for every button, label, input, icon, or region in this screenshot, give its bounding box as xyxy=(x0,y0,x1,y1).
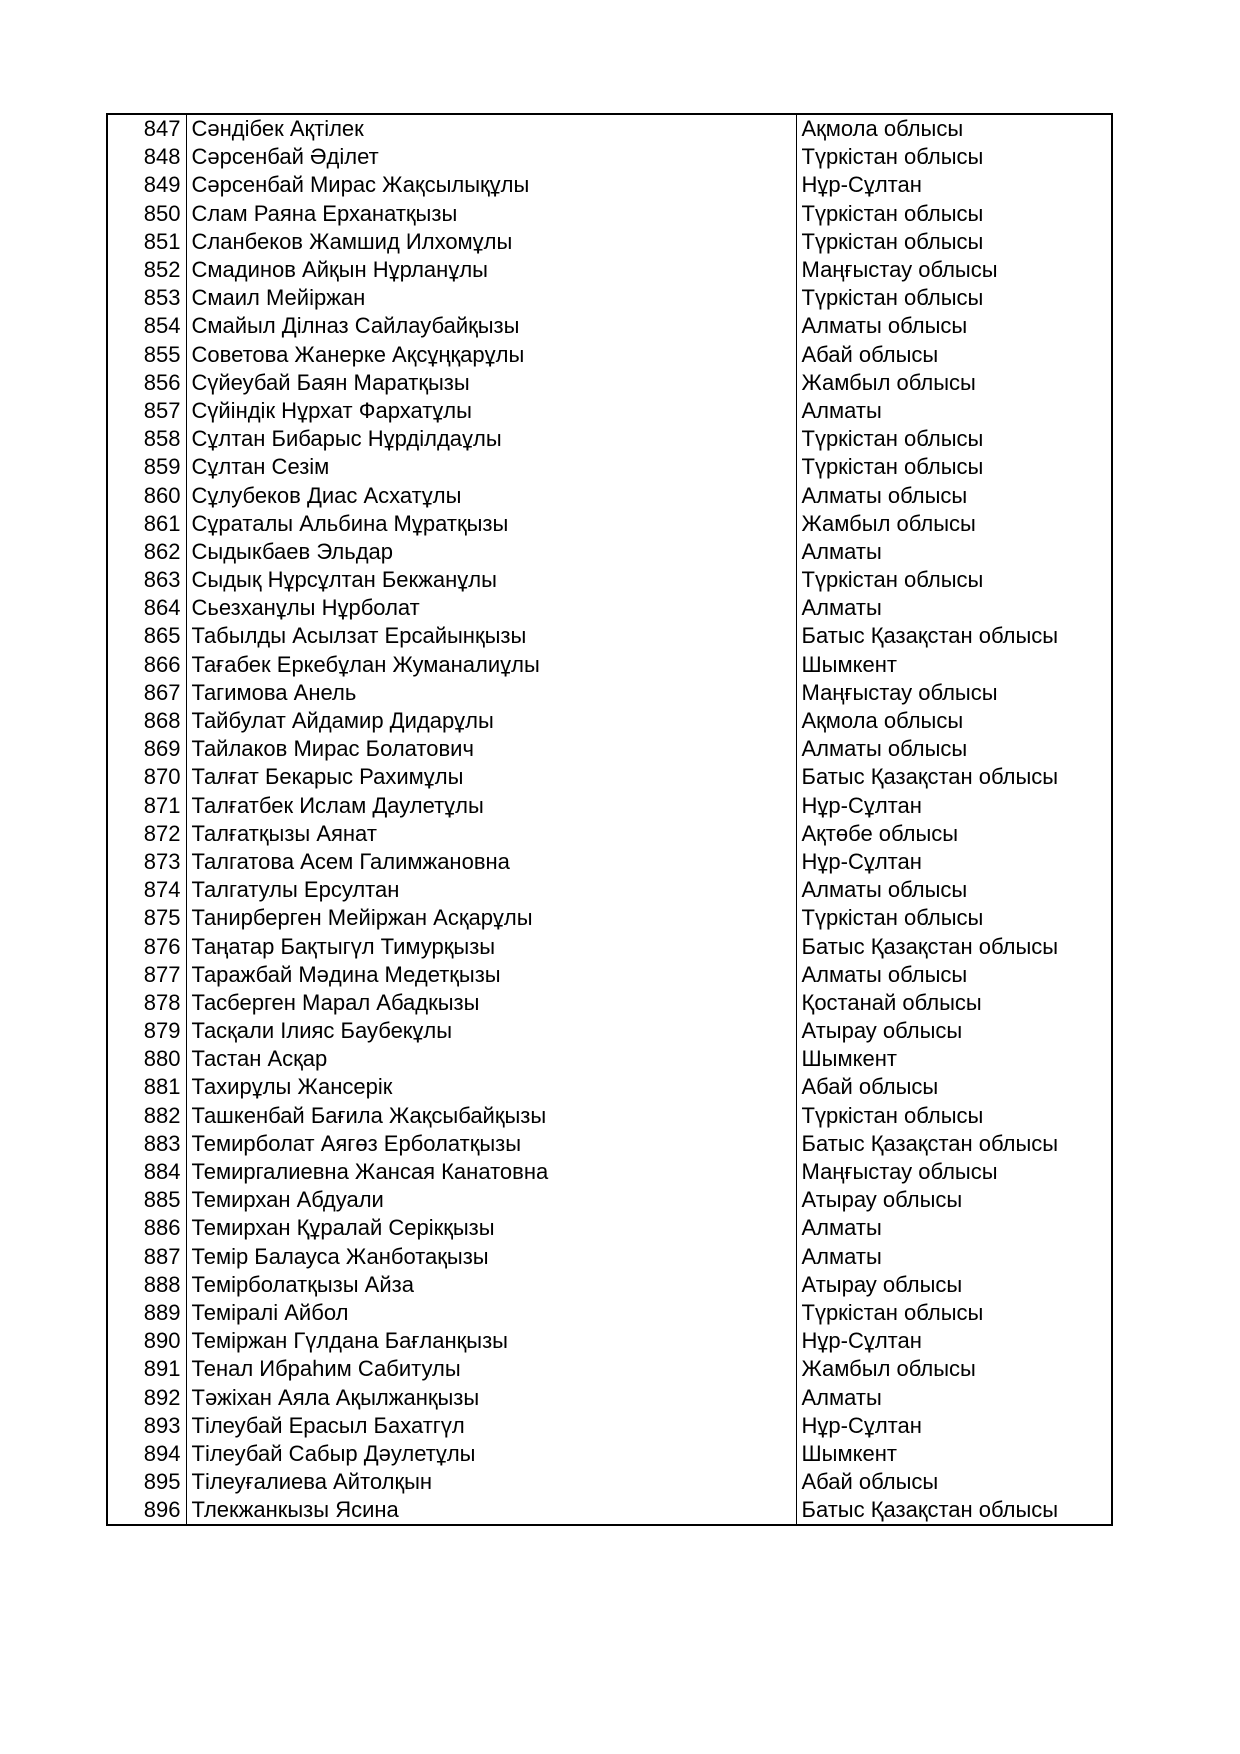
table-row xyxy=(107,1243,1112,1271)
row-number-cell: 853 xyxy=(107,284,186,312)
table-row xyxy=(107,510,1112,538)
full-name-cell: Тасқали Ілияс Баубекұлы xyxy=(186,1017,796,1045)
full-name-cell: Тахирұлы Жансерік xyxy=(186,1073,796,1101)
row-number-cell: 855 xyxy=(107,341,186,369)
row-number-cell: 856 xyxy=(107,369,186,397)
row-number-cell: 892 xyxy=(107,1383,186,1411)
full-name-cell: Сұлтан Сезім xyxy=(186,453,796,481)
table-row xyxy=(107,1383,1112,1411)
region-cell: Нұр-Сұлтан xyxy=(796,171,1112,199)
region-cell: Түркістан облысы xyxy=(796,453,1112,481)
full-name-cell: Смайыл Ділназ Сайлаубайқызы xyxy=(186,312,796,340)
region-cell: Ақмола облысы xyxy=(796,114,1112,143)
table-row xyxy=(107,876,1112,904)
table-row xyxy=(107,397,1112,425)
full-name-cell: Смадинов Айқын Нұрланұлы xyxy=(186,256,796,284)
region-cell: Батыс Қазақстан облысы xyxy=(796,1496,1112,1525)
full-name-cell: Тілеубай Ерасыл Бахатгүл xyxy=(186,1412,796,1440)
region-cell: Шымкент xyxy=(796,1440,1112,1468)
row-number-cell: 877 xyxy=(107,961,186,989)
region-cell: Шымкент xyxy=(796,1045,1112,1073)
region-cell: Алматы xyxy=(796,397,1112,425)
full-name-cell: Теміралі Айбол xyxy=(186,1299,796,1327)
row-number-cell: 874 xyxy=(107,876,186,904)
table-row xyxy=(107,171,1112,199)
full-name-cell: Советова Жанерке Ақсұңқарұлы xyxy=(186,341,796,369)
region-cell: Абай облысы xyxy=(796,1468,1112,1496)
region-cell: Алматы xyxy=(796,1383,1112,1411)
full-name-cell: Слам Раяна Ерханатқызы xyxy=(186,200,796,228)
row-number-cell: 878 xyxy=(107,989,186,1017)
region-cell: Түркістан облысы xyxy=(796,200,1112,228)
table-row xyxy=(107,848,1112,876)
full-name-cell: Сұлтан Бибарыс Нұрділдаұлы xyxy=(186,425,796,453)
row-number-cell: 872 xyxy=(107,820,186,848)
region-cell: Алматы xyxy=(796,1243,1112,1271)
region-cell: Түркістан облысы xyxy=(796,566,1112,594)
table-row xyxy=(107,735,1112,763)
table-row xyxy=(107,114,1112,143)
region-cell: Нұр-Сұлтан xyxy=(796,792,1112,820)
full-name-cell: Таражбай Мәдина Медетқызы xyxy=(186,961,796,989)
table-row xyxy=(107,200,1112,228)
region-cell: Нұр-Сұлтан xyxy=(796,1327,1112,1355)
document-table-wrapper xyxy=(106,113,1111,1526)
region-cell: Батыс Қазақстан облысы xyxy=(796,932,1112,960)
table-row xyxy=(107,566,1112,594)
table-row xyxy=(107,1073,1112,1101)
table-row xyxy=(107,763,1112,791)
row-number-cell: 887 xyxy=(107,1243,186,1271)
table-row xyxy=(107,594,1112,622)
row-number-cell: 870 xyxy=(107,763,186,791)
full-name-cell: Танирберген Мейіржан Асқарұлы xyxy=(186,904,796,932)
full-name-cell: Темиргалиевна Жансая Канатовна xyxy=(186,1158,796,1186)
region-cell: Абай облысы xyxy=(796,341,1112,369)
row-number-cell: 868 xyxy=(107,707,186,735)
table-row xyxy=(107,284,1112,312)
row-number-cell: 890 xyxy=(107,1327,186,1355)
table-row xyxy=(107,651,1112,679)
full-name-cell: Сыдық Нұрсұлтан Бекжанұлы xyxy=(186,566,796,594)
full-name-cell: Тілеубай Сабыр Дәулетұлы xyxy=(186,1440,796,1468)
full-name-cell: Ташкенбай Бағила Жақсыбайқызы xyxy=(186,1102,796,1130)
table-row xyxy=(107,228,1112,256)
full-name-cell: Талгатова Асем Галимжановна xyxy=(186,848,796,876)
table-row xyxy=(107,707,1112,735)
full-name-cell: Сәрсенбай Әділет xyxy=(186,143,796,171)
table-row xyxy=(107,341,1112,369)
row-number-cell: 858 xyxy=(107,425,186,453)
full-name-cell: Сәндібек Ақтілек xyxy=(186,114,796,143)
region-cell: Алматы облысы xyxy=(796,735,1112,763)
table-row xyxy=(107,453,1112,481)
row-number-cell: 852 xyxy=(107,256,186,284)
full-name-cell: Темирхан Құралай Серікқызы xyxy=(186,1214,796,1242)
full-name-cell: Сұраталы Альбина Мұратқызы xyxy=(186,510,796,538)
region-cell: Алматы облысы xyxy=(796,312,1112,340)
table-row xyxy=(107,989,1112,1017)
full-name-cell: Темирболат Аягөз Ерболатқызы xyxy=(186,1130,796,1158)
row-number-cell: 882 xyxy=(107,1102,186,1130)
region-cell: Түркістан облысы xyxy=(796,1299,1112,1327)
region-cell: Батыс Қазақстан облысы xyxy=(796,763,1112,791)
region-cell: Жамбыл облысы xyxy=(796,369,1112,397)
full-name-cell: Смаил Мейіржан xyxy=(186,284,796,312)
row-number-cell: 857 xyxy=(107,397,186,425)
region-cell: Атырау облысы xyxy=(796,1186,1112,1214)
table-row xyxy=(107,1271,1112,1299)
full-name-cell: Талғат Бекарыс Рахимұлы xyxy=(186,763,796,791)
row-number-cell: 896 xyxy=(107,1496,186,1525)
row-number-cell: 860 xyxy=(107,481,186,509)
row-number-cell: 884 xyxy=(107,1158,186,1186)
table-body xyxy=(107,114,1112,1525)
region-cell: Алматы xyxy=(796,538,1112,566)
row-number-cell: 850 xyxy=(107,200,186,228)
table-row xyxy=(107,369,1112,397)
full-name-cell: Сүйеубай Баян Маратқызы xyxy=(186,369,796,397)
table-row xyxy=(107,932,1112,960)
full-name-cell: Сьезханұлы Нұрболат xyxy=(186,594,796,622)
table-row xyxy=(107,679,1112,707)
full-name-cell: Тасберген Марал Абадкызы xyxy=(186,989,796,1017)
full-name-cell: Талғатқызы Аянат xyxy=(186,820,796,848)
table-row xyxy=(107,1017,1112,1045)
full-name-cell: Тагимова Анель xyxy=(186,679,796,707)
table-row xyxy=(107,1327,1112,1355)
row-number-cell: 889 xyxy=(107,1299,186,1327)
table-row xyxy=(107,312,1112,340)
full-name-cell: Сланбеков Жамшид Илхомұлы xyxy=(186,228,796,256)
table-row xyxy=(107,1158,1112,1186)
region-cell: Түркістан облысы xyxy=(796,1102,1112,1130)
row-number-cell: 869 xyxy=(107,735,186,763)
table-row xyxy=(107,820,1112,848)
row-number-cell: 876 xyxy=(107,932,186,960)
row-number-cell: 849 xyxy=(107,171,186,199)
row-number-cell: 875 xyxy=(107,904,186,932)
full-name-cell: Сұлубеков Диас Асхатұлы xyxy=(186,481,796,509)
region-cell: Ақтөбе облысы xyxy=(796,820,1112,848)
row-number-cell: 871 xyxy=(107,792,186,820)
region-cell: Алматы облысы xyxy=(796,481,1112,509)
row-number-cell: 873 xyxy=(107,848,186,876)
region-cell: Маңғыстау облысы xyxy=(796,1158,1112,1186)
row-number-cell: 864 xyxy=(107,594,186,622)
full-name-cell: Талғатбек Ислам Даулетұлы xyxy=(186,792,796,820)
table-row xyxy=(107,1355,1112,1383)
table-row xyxy=(107,622,1112,650)
region-cell: Түркістан облысы xyxy=(796,284,1112,312)
table-row xyxy=(107,256,1112,284)
row-number-cell: 867 xyxy=(107,679,186,707)
region-cell: Түркістан облысы xyxy=(796,228,1112,256)
table-row xyxy=(107,1299,1112,1327)
table-row xyxy=(107,961,1112,989)
region-cell: Жамбыл облысы xyxy=(796,510,1112,538)
region-cell: Ақмола облысы xyxy=(796,707,1112,735)
row-number-cell: 863 xyxy=(107,566,186,594)
row-number-cell: 883 xyxy=(107,1130,186,1158)
region-cell: Шымкент xyxy=(796,651,1112,679)
region-cell: Абай облысы xyxy=(796,1073,1112,1101)
region-cell: Қостанай облысы xyxy=(796,989,1112,1017)
full-name-cell: Тенал Ибраһим Сабитулы xyxy=(186,1355,796,1383)
participants-table xyxy=(106,113,1113,1526)
full-name-cell: Таңатар Бақтыгүл Тимурқызы xyxy=(186,932,796,960)
table-row xyxy=(107,792,1112,820)
region-cell: Маңғыстау облысы xyxy=(796,256,1112,284)
full-name-cell: Сыдыкбаев Эльдар xyxy=(186,538,796,566)
row-number-cell: 862 xyxy=(107,538,186,566)
table-row xyxy=(107,481,1112,509)
table-row xyxy=(107,1186,1112,1214)
row-number-cell: 854 xyxy=(107,312,186,340)
full-name-cell: Тәжіхан Аяла Ақылжанқызы xyxy=(186,1383,796,1411)
table-row xyxy=(107,425,1112,453)
full-name-cell: Темирхан Абдуали xyxy=(186,1186,796,1214)
region-cell: Алматы xyxy=(796,1214,1112,1242)
region-cell: Маңғыстау облысы xyxy=(796,679,1112,707)
row-number-cell: 886 xyxy=(107,1214,186,1242)
row-number-cell: 861 xyxy=(107,510,186,538)
table-row xyxy=(107,1102,1112,1130)
region-cell: Атырау облысы xyxy=(796,1271,1112,1299)
full-name-cell: Теміржан Гүлдана Бағланқызы xyxy=(186,1327,796,1355)
region-cell: Нұр-Сұлтан xyxy=(796,1412,1112,1440)
region-cell: Алматы xyxy=(796,594,1112,622)
region-cell: Батыс Қазақстан облысы xyxy=(796,622,1112,650)
region-cell: Түркістан облысы xyxy=(796,904,1112,932)
region-cell: Атырау облысы xyxy=(796,1017,1112,1045)
full-name-cell: Тлекжанкызы Ясина xyxy=(186,1496,796,1525)
full-name-cell: Сүйіндік Нұрхат Фархатұлы xyxy=(186,397,796,425)
table-row xyxy=(107,1496,1112,1525)
full-name-cell: Табылды Асылзат Ерсайынқызы xyxy=(186,622,796,650)
row-number-cell: 851 xyxy=(107,228,186,256)
region-cell: Батыс Қазақстан облысы xyxy=(796,1130,1112,1158)
full-name-cell: Тағабек Еркебұлан Жуманалиұлы xyxy=(186,651,796,679)
row-number-cell: 859 xyxy=(107,453,186,481)
row-number-cell: 865 xyxy=(107,622,186,650)
region-cell: Түркістан облысы xyxy=(796,143,1112,171)
table-row xyxy=(107,143,1112,171)
region-cell: Түркістан облысы xyxy=(796,425,1112,453)
full-name-cell: Темірболатқызы Айза xyxy=(186,1271,796,1299)
row-number-cell: 880 xyxy=(107,1045,186,1073)
full-name-cell: Талгатулы Ерсултан xyxy=(186,876,796,904)
row-number-cell: 888 xyxy=(107,1271,186,1299)
row-number-cell: 893 xyxy=(107,1412,186,1440)
table-row xyxy=(107,1412,1112,1440)
row-number-cell: 866 xyxy=(107,651,186,679)
full-name-cell: Тастан Асқар xyxy=(186,1045,796,1073)
region-cell: Алматы облысы xyxy=(796,876,1112,904)
row-number-cell: 881 xyxy=(107,1073,186,1101)
row-number-cell: 891 xyxy=(107,1355,186,1383)
region-cell: Нұр-Сұлтан xyxy=(796,848,1112,876)
region-cell: Алматы облысы xyxy=(796,961,1112,989)
full-name-cell: Сәрсенбай Мирас Жақсылықұлы xyxy=(186,171,796,199)
row-number-cell: 848 xyxy=(107,143,186,171)
full-name-cell: Тілеуғалиева Айтолқын xyxy=(186,1468,796,1496)
full-name-cell: Тайбулат Айдамир Дидарұлы xyxy=(186,707,796,735)
table-row xyxy=(107,1468,1112,1496)
full-name-cell: Темір Балауса Жанботақызы xyxy=(186,1243,796,1271)
table-row xyxy=(107,538,1112,566)
full-name-cell: Тайлаков Мирас Болатович xyxy=(186,735,796,763)
table-row xyxy=(107,1045,1112,1073)
row-number-cell: 885 xyxy=(107,1186,186,1214)
row-number-cell: 879 xyxy=(107,1017,186,1045)
table-row xyxy=(107,1440,1112,1468)
row-number-cell: 847 xyxy=(107,114,186,143)
row-number-cell: 894 xyxy=(107,1440,186,1468)
table-row xyxy=(107,1130,1112,1158)
row-number-cell: 895 xyxy=(107,1468,186,1496)
table-row xyxy=(107,1214,1112,1242)
table-row xyxy=(107,904,1112,932)
region-cell: Жамбыл облысы xyxy=(796,1355,1112,1383)
